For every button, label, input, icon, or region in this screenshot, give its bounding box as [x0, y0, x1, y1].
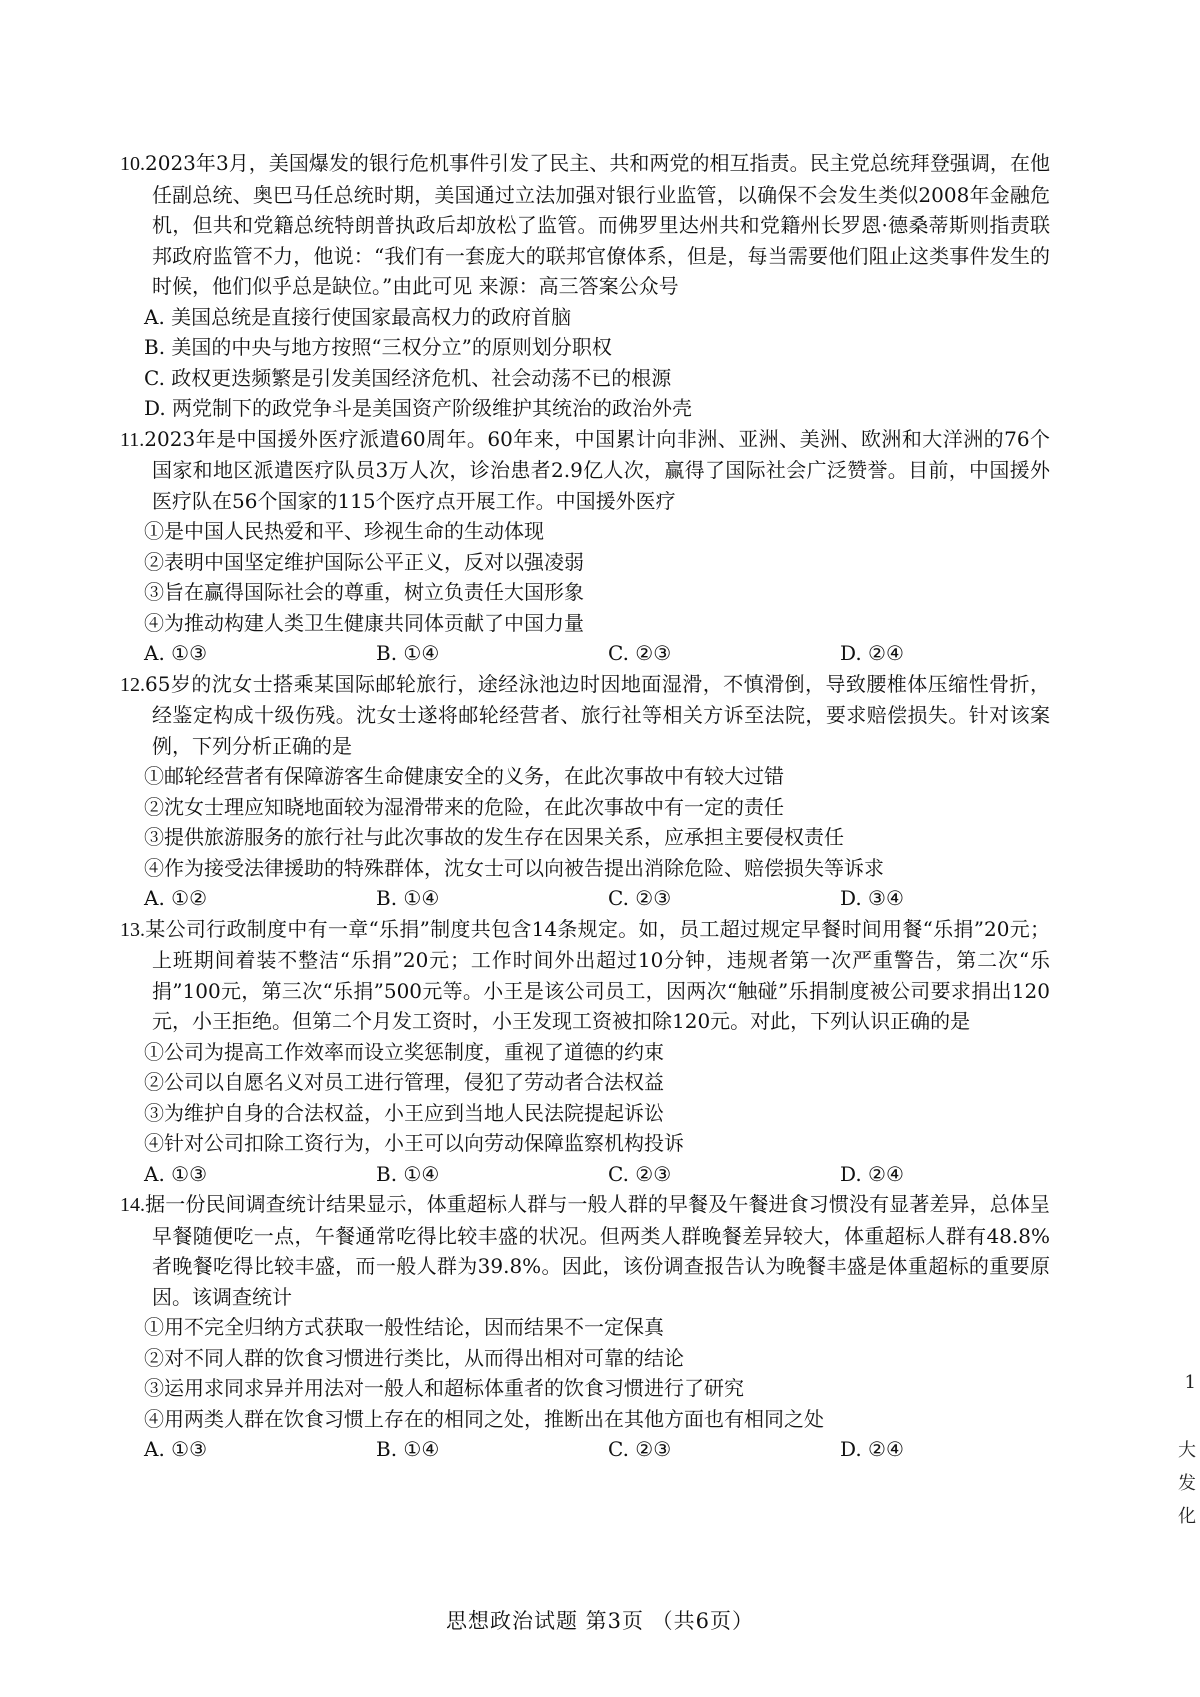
- question-13: [120, 914, 1050, 1190]
- question-11: [120, 424, 1050, 669]
- edge-fragment: 发: [1178, 1473, 1196, 1494]
- statement-1: ①是中国人民热爱和平、珍视生命的生动体现: [144, 519, 544, 543]
- statement-1: ①公司为提高工作效率而设立奖惩制度，重视了道德的约束: [144, 1039, 664, 1064]
- question-text: 据一份民间调查统计结果显示，体重超标人群与一般人群的早餐及午餐进食习惯没有显著差异，总体呈早餐随便吃一点，午餐通常吃得比较丰盛的状况。但两类人群晚餐差异较大，体重超标人群有48.8%者晚餐吃得比较丰盛，而一般人群为39.8%。因此，该份调查报告认为晚餐丰盛是体重超标的重要原因。该调查统计: [145, 1192, 1050, 1309]
- question-stem: [120, 1189, 1050, 1312]
- choice-c: C. ②③: [608, 1437, 672, 1461]
- answer-choices: [120, 1159, 1050, 1190]
- statement-2: ②对不同人群的饮食习惯进行类比，从而得出相对可靠的结论: [144, 1345, 684, 1370]
- statement-1: ①邮轮经营者有保障游客生命健康安全的义务，在此次事故中有较大过错: [144, 764, 784, 788]
- edge-fragment: 1: [1184, 1372, 1196, 1393]
- question-10: [120, 148, 1050, 424]
- choice-c: C. ②③: [608, 641, 672, 665]
- choice-c: C. ②③: [608, 1161, 672, 1186]
- page-footer: 思想政治试题 第3页 （共6页）: [445, 1609, 755, 1633]
- question-list: [120, 148, 1050, 1465]
- choice-a: A. ①③: [144, 1161, 208, 1186]
- choice-d: D. ②④: [840, 641, 904, 665]
- edge-fragment: 化: [1178, 1506, 1196, 1527]
- statement-3: ③提供旅游服务的旅行社与此次事故的发生存在因果关系，应承担主要侵权责任: [144, 825, 844, 849]
- statement-4: ④为推动构建人类卫生健康共同体贡献了中国力量: [144, 610, 584, 635]
- statement-4: ④作为接受法律援助的特殊群体，沈女士可以向被告提出消除危险、赔偿损失等诉求: [144, 855, 884, 880]
- question-number: 13.: [120, 918, 145, 941]
- answer-choices: [120, 883, 1050, 914]
- question-number: 10.: [120, 153, 145, 175]
- statement-2: ②沈女士理应知晓地面较为湿滑带来的危险，在此次事故中有一定的责任: [144, 794, 784, 819]
- option-b: B. 美国的中央与地方按照“三权分立”的原则划分职权: [144, 335, 612, 359]
- question-number: 14.: [120, 1194, 145, 1216]
- choice-d: D. ②④: [840, 1161, 904, 1186]
- statement-4: ④针对公司扣除工资行为，小王可以向劳动保障监察机构投诉: [144, 1131, 684, 1155]
- question-text: 65岁的沈女士搭乘某国际邮轮旅行，途经泳池边时因地面湿滑，不慎滑倒，导致腰椎体压缩性骨折，经鉴定构成十级伤残。沈女士遂将邮轮经营者、旅行社等相关方诉至法院，要求赔偿损失。针对该案例，下列分析正确的是: [145, 671, 1050, 758]
- question-number: 12.: [120, 673, 145, 696]
- statement-3: ③运用求同求异并用法对一般人和超标体重者的饮食习惯进行了研究: [144, 1376, 744, 1400]
- choice-d: D. ②④: [840, 1437, 904, 1461]
- choice-b: B. ①④: [376, 641, 440, 665]
- question-text: 2023年3月，美国爆发的银行危机事件引发了民主、共和两党的相互指责。民主党总统拜登强调，在他任副总统、奥巴马任总统时期，美国通过立法加强对银行业监管，以确保不会发生类似2008年金融危机，但共和党籍总统特朗普执政后却放松了监管。而佛罗里达州共和党籍州长罗恩·德桑蒂斯则指责联邦政府监管不力，他说：“我们有一套庞大的联邦官僚体系，但是，每当需要他们阻止这类事件发生的时候，他们似乎总是缺位。”由此可见 来源：高三答案公众号: [145, 151, 1050, 298]
- option-c: C. 政权更迭频繁是引发美国经济危机、社会动荡不已的根源: [144, 365, 672, 390]
- choice-b: B. ①④: [376, 886, 440, 910]
- question-stem: [120, 914, 1050, 1037]
- option-d: D. 两党制下的政党争斗是美国资产阶级维护其统治的政治外壳: [144, 396, 693, 420]
- question-text: 某公司行政制度中有一章“乐捐”制度共包含14条规定。如，员工超过规定早餐时间用餐“乐捐”20元；上班期间着装不整洁“乐捐”20元；工作时间外出超过10分钟，违规者第一次严重警告，第二次“乐捐”100元，第三次“乐捐”500元等。小王是该公司员工，因两次“触碰”乐捐制度被公司要求捐出120元，小王拒绝。但第二个月发工资时，小王发现工资被扣除120元。对此，下列认识正确的是: [145, 916, 1050, 1033]
- question-12: [120, 669, 1050, 914]
- question-stem: [120, 669, 1050, 762]
- choice-a: A. ①③: [144, 1437, 208, 1461]
- choice-a: A. ①②: [144, 886, 208, 910]
- choice-b: B. ①④: [376, 1161, 440, 1186]
- statement-4: ④用两类人群在饮食习惯上存在的相同之处，推断出在其他方面也有相同之处: [144, 1406, 824, 1431]
- statement-3: ③旨在赢得国际社会的尊重，树立负责任大国形象: [144, 580, 584, 604]
- choice-c: C. ②③: [608, 886, 672, 910]
- statement-3: ③为维护自身的合法权益，小王应到当地人民法院提起诉讼: [144, 1100, 664, 1125]
- answer-choices: [120, 1434, 1050, 1465]
- question-stem: [120, 424, 1050, 517]
- question-text: 2023年是中国援外医疗派遣60周年。60年来，中国累计向非洲、亚洲、美洲、欧洲和大洋洲的76个国家和地区派遣医疗队员3万人次，诊治患者2.9亿人次，赢得了国际社会广泛赞誉。目前，中国援外医疗队在56个国家的115个医疗点开展工作。中国援外医疗: [144, 426, 1050, 513]
- choice-d: D. ③④: [840, 886, 904, 910]
- choice-b: B. ①④: [376, 1437, 440, 1461]
- edge-fragment: 大: [1178, 1440, 1196, 1461]
- option-a: A. 美国总统是直接行使国家最高权力的政府首脑: [144, 304, 572, 329]
- statement-2: ②表明中国坚定维护国际公平正义，反对以强凌弱: [144, 549, 584, 574]
- statement-1: ①用不完全归纳方式获取一般性结论，因而结果不一定保真: [144, 1315, 664, 1339]
- choice-a: A. ①③: [144, 641, 208, 665]
- statement-2: ②公司以自愿名义对员工进行管理，侵犯了劳动者合法权益: [144, 1070, 664, 1094]
- answer-choices: [120, 638, 1050, 669]
- question-14: [120, 1189, 1050, 1465]
- question-stem: [120, 148, 1050, 302]
- question-number: 11.: [120, 428, 145, 451]
